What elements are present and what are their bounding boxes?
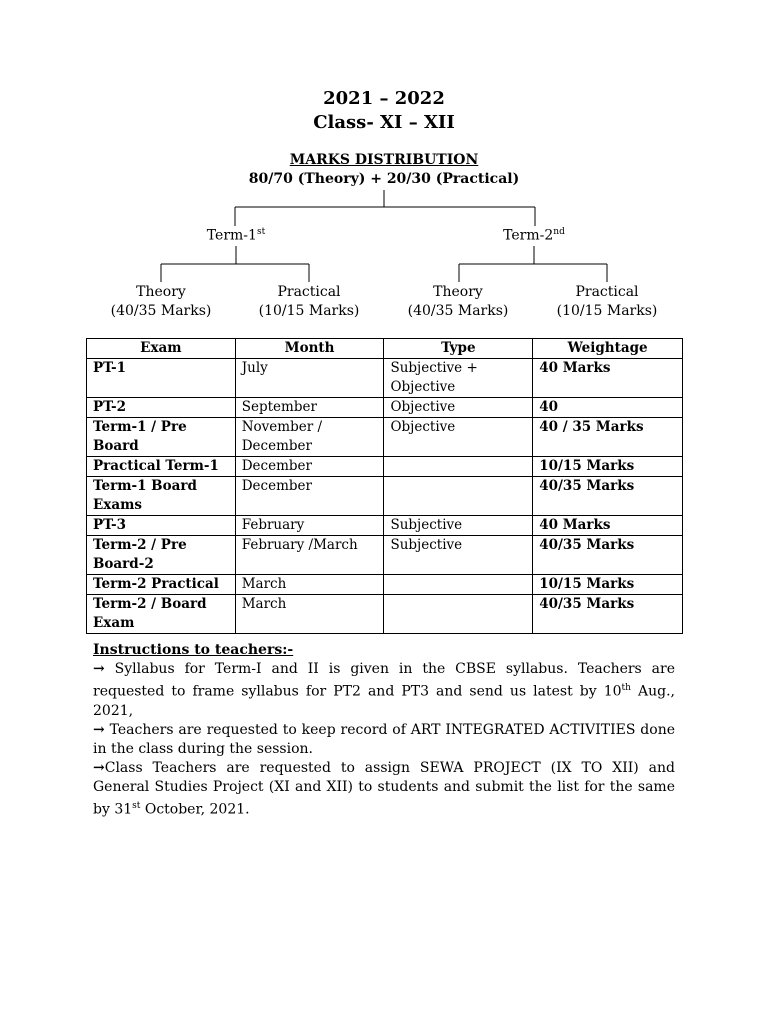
- cell-exam: PT-3: [87, 516, 236, 536]
- cell-weightage: 40: [533, 398, 683, 418]
- instruction-1-text-end: Aug., 2021,: [93, 683, 675, 719]
- term2-label: Term-2: [503, 227, 554, 244]
- cell-month: December: [235, 457, 384, 477]
- t1-practical-node: [244, 283, 374, 321]
- term2-node: [494, 227, 574, 244]
- table-row: [87, 477, 683, 516]
- header-exam: Exam: [87, 339, 236, 359]
- cell-exam: Practical Term-1: [87, 457, 236, 477]
- cell-type: Subjective + Objective: [384, 359, 533, 398]
- cell-month: February: [235, 516, 384, 536]
- instruction-2-text: Teachers are requested to keep record of ART INTEGRATED ACTIVITIES done in the class during the session.: [93, 721, 676, 757]
- marks-distribution-subtitle: 80/70 (Theory) + 20/30 (Practical): [248, 171, 520, 187]
- cell-type: [384, 575, 533, 595]
- cell-month: November / December: [235, 418, 384, 457]
- instruction-item-2: [93, 721, 675, 759]
- instructions-heading: Instructions to teachers:-: [93, 642, 294, 658]
- table-row: [87, 595, 683, 634]
- t2-practical-marks: (10/15 Marks): [556, 303, 658, 319]
- cell-type: [384, 595, 533, 634]
- term2-sup: nd: [553, 227, 565, 237]
- table-row: [87, 536, 683, 575]
- t2-theory-node: [393, 283, 523, 321]
- cell-weightage: 10/15 Marks: [533, 575, 683, 595]
- cell-exam: Term-2 / Board Exam: [87, 595, 236, 634]
- cell-weightage: 40/35 Marks: [533, 536, 683, 575]
- instruction-item-1: [93, 660, 675, 721]
- cell-type: [384, 457, 533, 477]
- cell-month: December: [235, 477, 384, 516]
- t2-theory-marks: (40/35 Marks): [407, 303, 509, 319]
- instruction-3-text-end: October, 2021.: [140, 801, 250, 818]
- t1-theory-marks: (40/35 Marks): [110, 303, 212, 319]
- cell-weightage: 40 Marks: [533, 359, 683, 398]
- cell-month: March: [235, 575, 384, 595]
- cell-type: Subjective: [384, 516, 533, 536]
- cell-exam: PT-1: [87, 359, 236, 398]
- cell-type: [384, 477, 533, 516]
- exam-schedule-table: [86, 338, 683, 634]
- cell-exam: Term-1 Board Exams: [87, 477, 236, 516]
- cell-weightage: 40 / 35 Marks: [533, 418, 683, 457]
- t2-theory-label: Theory: [433, 284, 483, 300]
- instruction-item-3: [93, 759, 675, 820]
- cell-month: July: [235, 359, 384, 398]
- arrow-right-icon: →: [93, 721, 105, 738]
- t1-practical-marks: (10/15 Marks): [258, 303, 360, 319]
- header-type: Type: [384, 339, 533, 359]
- table-row: [87, 575, 683, 595]
- table-row: [87, 359, 683, 398]
- cell-exam: Term-2 Practical: [87, 575, 236, 595]
- cell-weightage: 10/15 Marks: [533, 457, 683, 477]
- t1-practical-label: Practical: [277, 284, 341, 300]
- cell-month: September: [235, 398, 384, 418]
- class-title: Class- XI – XII: [313, 112, 455, 133]
- marks-distribution-title: MARKS DISTRIBUTION: [289, 152, 479, 168]
- instructions-section: [93, 641, 675, 819]
- cell-type: Subjective: [384, 536, 533, 575]
- table-row: [87, 398, 683, 418]
- header-month: Month: [235, 339, 384, 359]
- table-row: [87, 418, 683, 457]
- instruction-1-text: Syllabus for Term-I and II is given in the CBSE syllabus. Teachers are requested to frame syllabus for PT2 and PT3 and send us latest by 10: [93, 661, 675, 700]
- session-year: 2021 – 2022: [323, 88, 445, 109]
- term1-node: [196, 227, 276, 244]
- arrow-right-icon: →: [93, 759, 105, 776]
- term1-sup: st: [256, 227, 266, 237]
- cell-exam: Term-2 / Pre Board-2: [87, 536, 236, 575]
- cell-exam: PT-2: [87, 398, 236, 418]
- table-row: [87, 516, 683, 536]
- header-weightage: Weightage: [533, 339, 683, 359]
- table-row: [87, 457, 683, 477]
- cell-exam: Term-1 / Pre Board: [87, 418, 236, 457]
- cell-month: February /March: [235, 536, 384, 575]
- arrow-right-icon: →: [93, 661, 105, 677]
- term1-label: Term-1: [206, 227, 257, 244]
- cell-weightage: 40 Marks: [533, 516, 683, 536]
- cell-weightage: 40/35 Marks: [533, 477, 683, 516]
- cell-type: Objective: [384, 418, 533, 457]
- t1-theory-node: [96, 283, 226, 321]
- cell-type: Objective: [384, 398, 533, 418]
- t2-practical-node: [542, 283, 672, 321]
- instruction-3-sup: st: [132, 800, 141, 811]
- table-header-row: [87, 339, 683, 359]
- instruction-3-text: Class Teachers are requested to assign SEWA PROJECT (IX TO XII) and General Studies Project (XI and XII) to students and submit the list for the same by 31: [93, 759, 675, 818]
- instruction-1-sup: th: [621, 683, 631, 693]
- t2-practical-label: Practical: [575, 284, 639, 300]
- cell-month: March: [235, 595, 384, 634]
- cell-weightage: 40/35 Marks: [533, 595, 683, 634]
- t1-theory-label: Theory: [136, 284, 186, 300]
